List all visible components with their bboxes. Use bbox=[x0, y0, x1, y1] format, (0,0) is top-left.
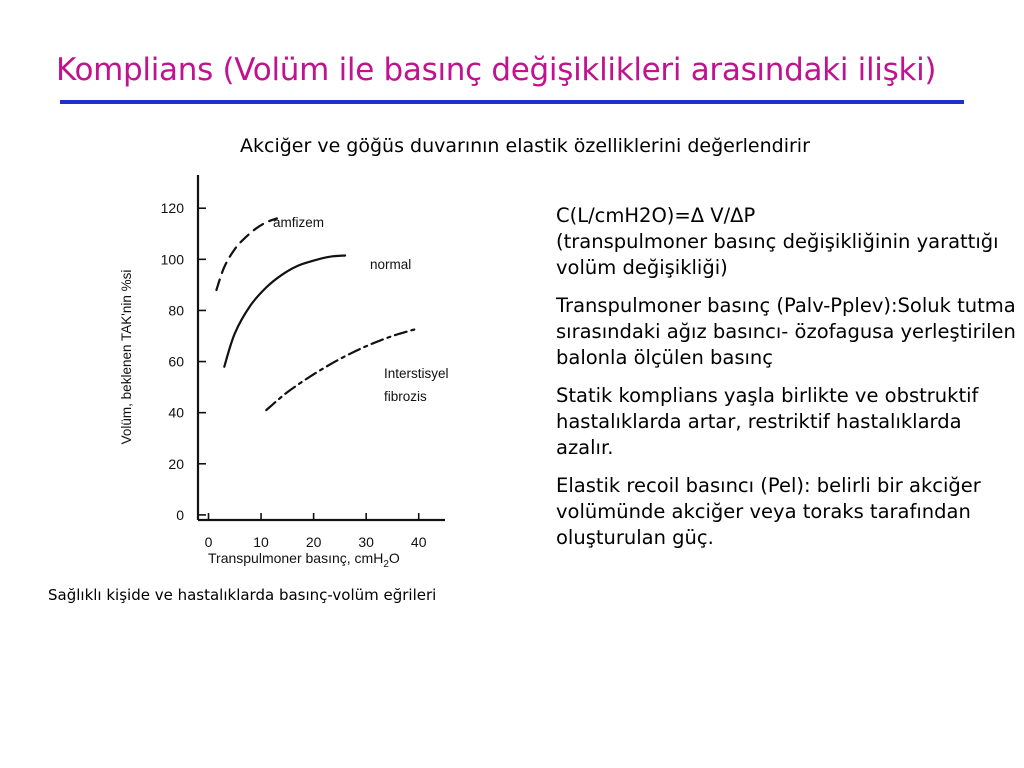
series-line-normal bbox=[224, 256, 345, 367]
title-underline bbox=[60, 100, 964, 104]
y-tick-label: 80 bbox=[168, 302, 184, 319]
y-tick-label: 0 bbox=[176, 506, 184, 523]
chart-series bbox=[216, 218, 418, 410]
slide-subtitle: Akciğer ve göğüs duvarının elastik özelliklerini değerlendirir bbox=[240, 135, 810, 157]
transpulmonary-paragraph: Transpulmoner basınç (Palv-Pplev):Soluk tutma sırasındaki ağız basıncı- özofagusa yerleştirilen balonla ölçülen basınç bbox=[556, 294, 1016, 369]
y-axis-label: Volüm, beklenen TAK'nin %si bbox=[119, 269, 134, 445]
chart-caption: Sağlıklı kişide ve hastalıklarda basınç-volüm eğrileri bbox=[48, 586, 437, 604]
x-tick-label: 10 bbox=[253, 534, 269, 550]
series-line-amfizem bbox=[216, 218, 276, 290]
series-label-normal: normal bbox=[370, 257, 412, 272]
x-axis-label: Transpulmoner basınç, cmH$_2$O bbox=[208, 550, 400, 570]
static-compliance-paragraph: Statik komplians yaşla birlikte ve obstruktif hastalıklarda artar, restriktif hastalıklarda azalır. bbox=[556, 384, 979, 459]
x-tick-label: 40 bbox=[410, 534, 427, 550]
y-tick-label: 40 bbox=[168, 404, 184, 421]
x-tick-label: 20 bbox=[305, 534, 322, 550]
formula-paragraph bbox=[556, 203, 1016, 281]
elastic-recoil-paragraph: Elastik recoil basıncı (Pel): belirli bir akciğer volümünde akciğer veya toraks tarafından oluşturulan güç. bbox=[556, 474, 981, 549]
y-tick-label: 120 bbox=[160, 200, 184, 217]
series-label-amfizem: amfizem bbox=[273, 215, 325, 230]
pressure-volume-chart bbox=[100, 165, 480, 580]
x-tick-label: 0 bbox=[204, 534, 213, 550]
formula-explanation: (transpulmoner basınç değişikliğinin yarattığı volüm değişikliği) bbox=[556, 230, 999, 279]
x-tick-label: 30 bbox=[358, 534, 374, 550]
y-tick-label: 100 bbox=[160, 251, 184, 268]
series-label-fibrozis: fibrozis bbox=[384, 389, 427, 404]
slide-title: Komplians (Volüm ile basınç değişiklikleri arasındaki ilişki) bbox=[56, 52, 937, 88]
series-label-interstisyel: Interstisyel bbox=[384, 366, 449, 381]
compliance-formula: C(L/cmH2O)=Δ V/ΔP bbox=[556, 204, 756, 227]
y-tick-label: 20 bbox=[168, 455, 184, 472]
y-tick-label: 60 bbox=[168, 353, 184, 370]
explanation-text bbox=[556, 203, 1016, 563]
